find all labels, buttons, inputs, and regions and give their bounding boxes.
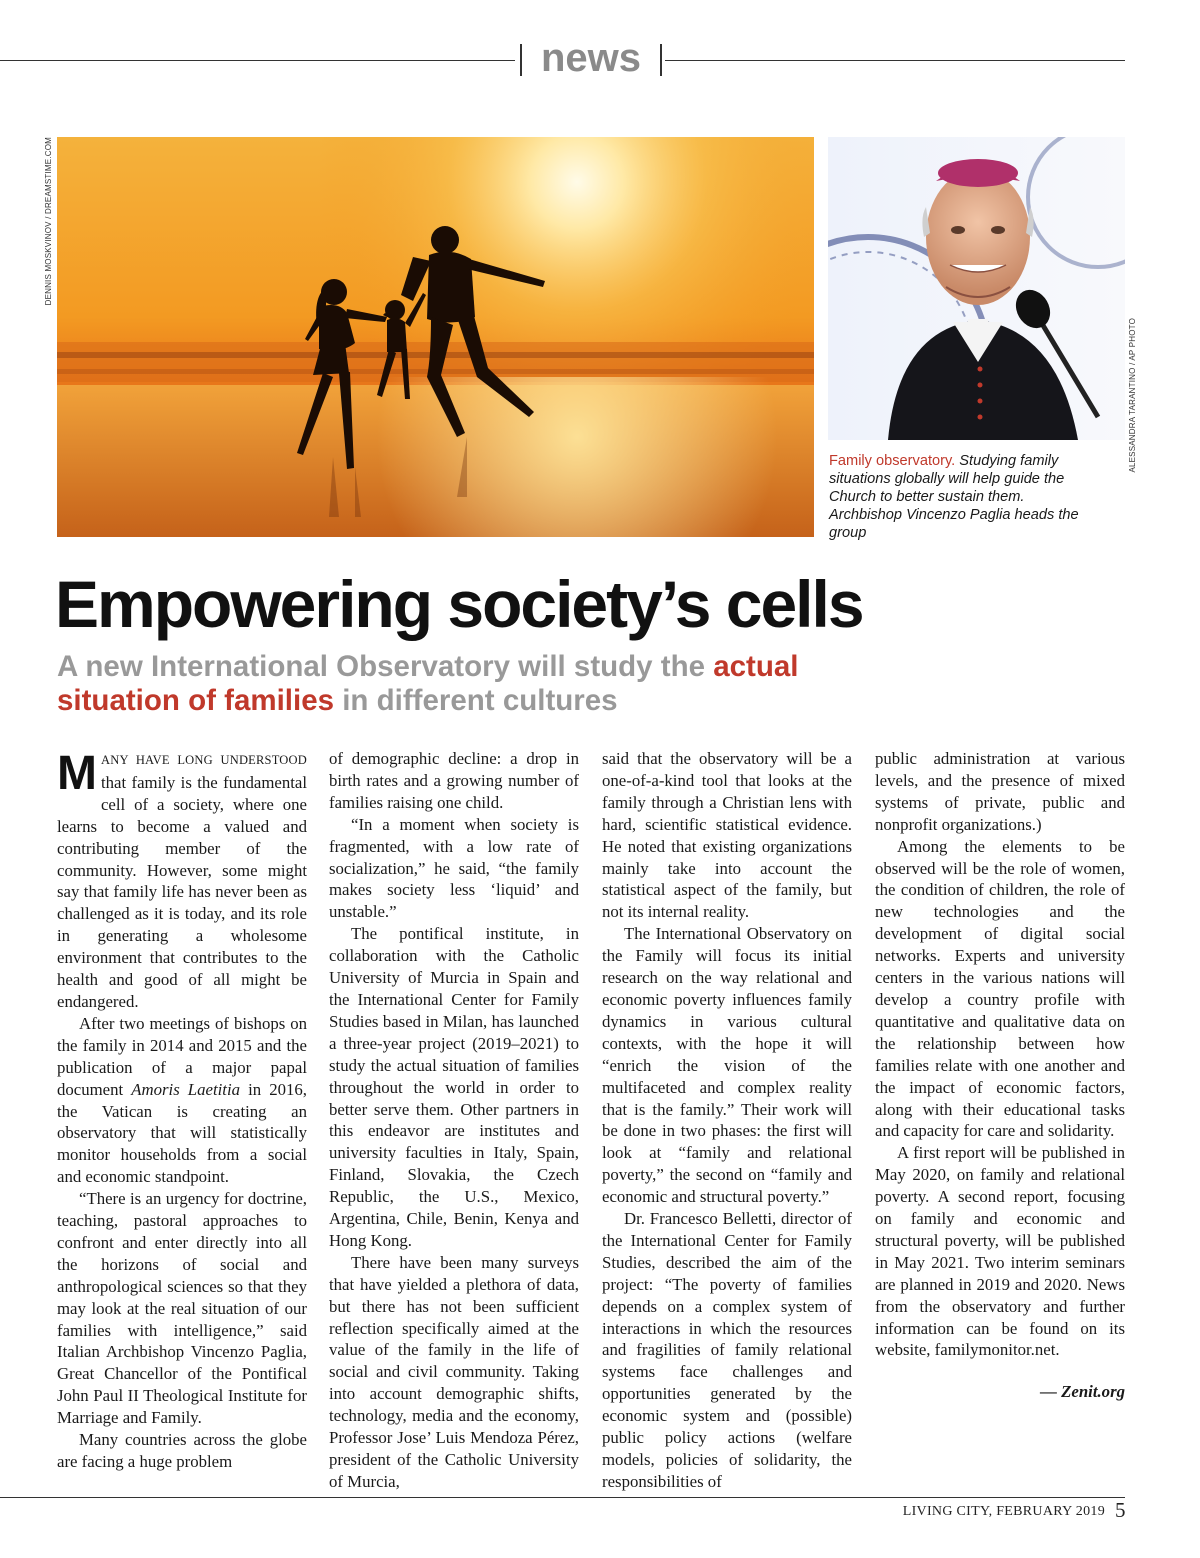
page-number: 5 bbox=[1115, 1498, 1126, 1522]
header-rule-right bbox=[665, 60, 1125, 61]
paragraph: There have been many surveys that have yielded a plethora of data, but there has not been sufficient reflection specifically aimed at the value of the family in the life of social and civil community. Taking into account demographic shifts, technology, media and the economy, Professor Jose’ Luis Mendoza Pérez, president of the Catholic University of Murcia, bbox=[329, 1252, 579, 1491]
lead-in-smallcaps: ANY HAVE LONG UNDERSTOOD bbox=[100, 753, 307, 767]
paragraph: The pontifical institute, in collaboration with the Catholic University of Murcia in Spain and the International Center for Family Studies based in Milan, has launched a three-year project (2019–2021) to study the actual situation of families throughout the world in order to better serve them. Other partners in this endeavor are institutes and university faculties in Italy, Spain, Finland, Slovakia, the Czech Republic, the U.S., Mexico, Argentina, Chile, Benin, Kenya and Hong Kong. bbox=[329, 924, 579, 1250]
paragraph: The International Observatory on the Family will focus its initial research on the way relational and economic poverty influences family dynamics in various cultural contexts, with the hope it will “enrich the vision of the multifaceted and complex reality that is the family.” Their work will be done in two phases: the first will look at “family and relational poverty,” the second on “family and economic and structural poverty.” bbox=[602, 924, 852, 1207]
source-signoff: — Zenit.org bbox=[1040, 1382, 1125, 1402]
paragraph: “There is an urgency for doctrine, teaching, pastoral approaches to confront and enter directly into all the horizons of social and anthropological sciences so that they may look at the real situation of our families with intelligence,” said Italian Archbishop Vincenzo Paglia, Great Chancellor of the Pontifical John Paul II Theological Institute for Marriage and Family. bbox=[57, 1189, 307, 1428]
header-rule-tick bbox=[520, 44, 522, 76]
footer-rule bbox=[0, 1497, 1125, 1498]
deck-highlight: actual situation of families bbox=[57, 650, 799, 717]
headline: Empowering society’s cells bbox=[55, 567, 863, 641]
section-label: news bbox=[540, 36, 642, 80]
document-title-italic: Amoris Laetitia bbox=[131, 1079, 241, 1099]
article-column-2 bbox=[329, 748, 579, 1493]
paragraph-text: After two meetings of bishops on the family in 2014 and 2015 and the publication of a major papal document bbox=[57, 1013, 307, 1099]
drop-cap: M bbox=[57, 747, 97, 800]
paragraph: “In a moment when society is fragmented, with a low rate of socialization,” he said, “the family makes society less ‘liquid’ and unstable.” bbox=[329, 814, 579, 922]
article-column-3 bbox=[602, 748, 852, 1493]
photo-caption bbox=[829, 452, 1099, 542]
caption-lead: Family observatory. bbox=[829, 453, 956, 469]
photo-credit-bishop: ALESSANDRA TARANTINO / AP PHOTO bbox=[1128, 318, 1137, 473]
header-rule-tick bbox=[660, 44, 662, 76]
deck-subheadline bbox=[57, 650, 917, 718]
paragraph-text: in 2016, the Vatican is creating an observatory that will statistically monitor households from a social and economic standpoint. bbox=[57, 1079, 307, 1187]
deck-part-1: A new International Observatory will study the bbox=[57, 650, 714, 683]
article-column-1 bbox=[57, 748, 307, 1473]
paragraph bbox=[57, 1013, 307, 1188]
paragraph: A first report will be published in May 2020, on family and relational poverty. A second report, focusing on family and economic and structural poverty, will be published in May 2021. Two interim seminars are planned in 2019 and 2020. News from the observatory and further information can be found on its website, familymonitor.net. bbox=[875, 1143, 1125, 1360]
paragraph: Among the elements to be observed will be the role of women, the condition of children, the role of new technologies and the development of digital social networks. Experts and university centers in the various nations will develop a country profile with quantitative and qualitative data on the relationship between how families relate with one another and the impact of economic factors, along with their educational tasks and capacity for care and solidarity. bbox=[875, 836, 1125, 1141]
paragraph: of demographic decline: a drop in birth rates and a growing number of families raising one child. bbox=[329, 749, 579, 812]
paragraph-text: that family is the fundamental cell of a society, where one learns to become a valued and contributing member of the community. However, some might say that family life has never been as challenged as it is today, and its role in generating a wholesome environment that contributes to the health and good of all might be endangered. bbox=[57, 772, 307, 1011]
paragraph: public administration at various levels, and the presence of mixed systems of private, public and nonprofit organizations.) bbox=[875, 749, 1125, 834]
paragraph: Many countries across the globe are facing a huge problem bbox=[57, 1430, 307, 1471]
paragraph: Dr. Francesco Belletti, director of the International Center for Family Studies, described the aim of the project: “The poverty of families depends on a complex system of interactions in which the resources and fragilities of family relational systems face challenges and opportunities generated by the economic system and (possible) public policy actions (welfare models, policies of solidarity, the responsibilities of bbox=[602, 1209, 852, 1491]
caption-body: Studying family situations globally will help guide the Church to better sustain them. Archbishop Vincenzo Paglia heads the group bbox=[829, 453, 1079, 541]
footer-publication: LIVING CITY, FEBRUARY 2019 bbox=[902, 1504, 1105, 1519]
family-beach-photo bbox=[57, 137, 814, 537]
paragraph bbox=[57, 748, 307, 1013]
article-column-4 bbox=[875, 748, 1125, 1403]
header-rule-left bbox=[0, 60, 515, 61]
archbishop-paglia-photo bbox=[828, 137, 1125, 440]
deck-part-2: in different cultures bbox=[334, 684, 618, 717]
paragraph: said that the observatory will be a one-of-a-kind tool that looks at the family through a Christian lens with hard, scientific statistical evidence. He noted that existing organizations mainly take into account the statistical aspect of the family, but not its internal reality. bbox=[602, 749, 852, 922]
photo-credit-beach: DENNIS MOSKVINOV / DREAMSTIME.COM bbox=[44, 137, 53, 306]
